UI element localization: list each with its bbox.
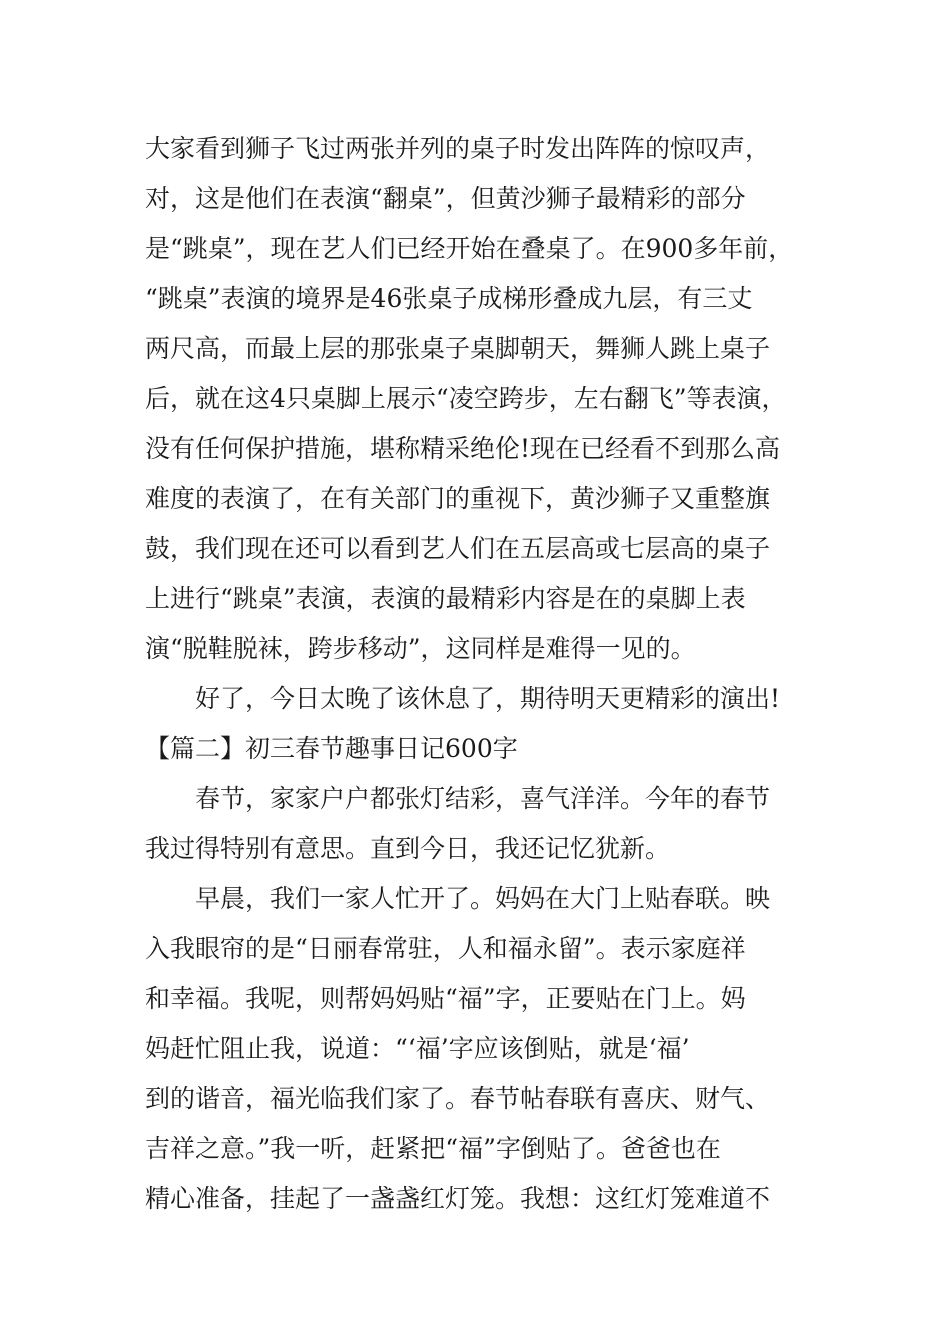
text-line: 到的谐音，福光临我们家了。春节帖春联有喜庆、财气、 [145,1084,771,1113]
text-line: 大家看到狮子飞过两张并列的桌子时发出阵阵的惊叹声， [145,134,771,163]
text-line: 吉祥之意。”我一听，赶紧把“福”字倒贴了。爸爸也在 [145,1134,721,1163]
text-line: 和幸福。我呢，则帮妈妈贴“福”字，正要贴在门上。妈 [145,984,746,1013]
text-line: 妈赶忙阻止我，说道：“‘福’字应该倒贴，就是‘福’ [145,1034,690,1063]
text-line: 上进行“跳桌”表演，表演的最精彩内容是在的桌脚上表 [145,584,746,613]
text-line: 鼓，我们现在还可以看到艺人们在五层高或七层高的桌子 [145,534,771,563]
paragraph-first-line: 好了，今日太晚了该休息了，期待明天更精彩的演出! [195,684,781,713]
paragraph-first-line: 早晨，我们一家人忙开了。妈妈在大门上贴春联。映 [195,884,771,913]
text-line: 对，这是他们在表演“翻桌”，但黄沙狮子最精彩的部分 [145,184,746,213]
paragraph-first-line: 春节，家家户户都张灯结彩，喜气洋洋。今年的春节 [195,784,771,813]
text-line: 入我眼帘的是“日丽春常驻，人和福永留”。表示家庭祥 [145,934,746,963]
text-line: 后，就在这4只桌脚上展示“凌空跨步，左右翻飞”等表演， [145,384,787,413]
text-line: 是“跳桌”，现在艺人们已经开始在叠桌了。在900多年前， [145,234,794,263]
text-line: 我过得特别有意思。直到今日，我还记忆犹新。 [145,834,671,863]
text-line: 精心准备，挂起了一盏盏红灯笼。我想：这红灯笼难道不 [145,1184,771,1213]
text-line: 难度的表演了，在有关部门的重视下，黄沙狮子又重整旗 [145,484,771,513]
text-line: 两尺高，而最上层的那张桌子桌脚朝天，舞狮人跳上桌子 [145,334,771,363]
section-heading: 【篇二】初三春节趣事日记600字 [145,734,518,763]
text-line: 演“脱鞋脱袜，跨步移动”，这同样是难得一见的。 [145,634,696,663]
text-line: “跳桌”表演的境界是46张桌子成梯形叠成九层，有三丈 [145,284,753,313]
text-line: 没有任何保护措施，堪称精采绝伦!现在已经看不到那么高 [145,434,781,463]
